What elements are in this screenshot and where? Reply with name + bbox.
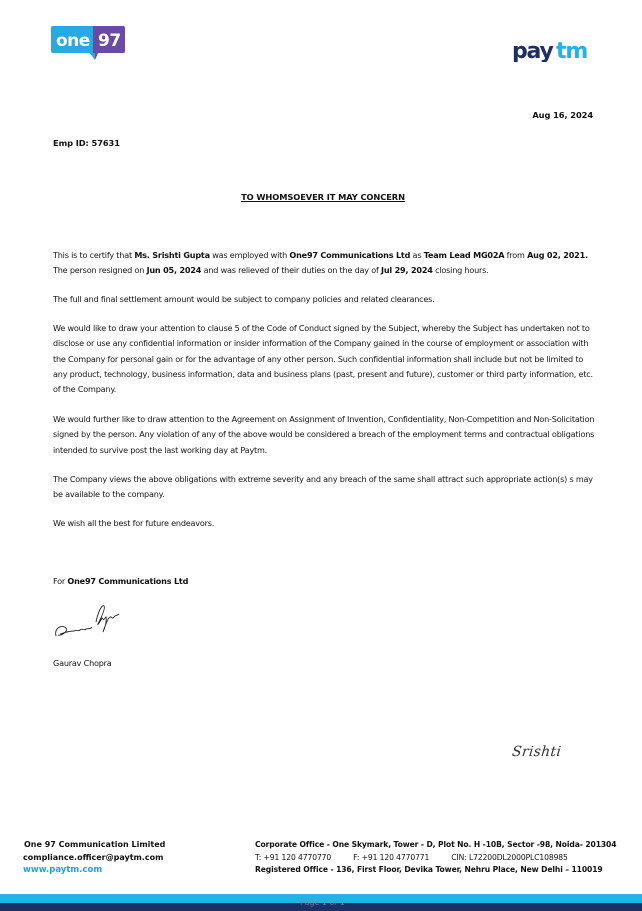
footer-fax: F: +91 120 4770771 (353, 852, 430, 862)
relieving-date: Jul 29, 2024 (381, 265, 433, 276)
paytm-logo-icon (512, 38, 588, 62)
designation: Team Lead MG02A (423, 250, 505, 260)
signatory-name: Gaurav Chopra (53, 658, 112, 668)
footer-company-info (23, 839, 165, 877)
page-indicator: Page 1 of 1 (300, 898, 345, 907)
agreement-paragraph: We would further like to draw attention to the Agreement on Assignment of Invention, Confidentiality, Non-Competition and Non-Solicitation signed by the person. Any violation of any of the above would be considered a breach of the employment terms and contractual obligations intended to survive post the last working day at Paytm. (53, 414, 595, 455)
svg-text:one: one (56, 31, 90, 51)
employee-signature: Srishti (511, 744, 563, 760)
closing-line: For One97 Communications Ltd (53, 576, 189, 586)
one97-logo-icon (51, 26, 125, 61)
signatory-signature-icon (52, 598, 122, 642)
footer-address-info (255, 839, 616, 877)
svg-text:pay: pay (512, 39, 553, 62)
employee-id: Emp ID: 57631 (53, 138, 120, 148)
footer-website-link[interactable]: www.paytm.com (23, 865, 103, 875)
footer-registered-office: Registered Office - 136, First Floor, Devika Tower, Nehru Place, New Delhi – 110019 (255, 865, 603, 874)
footer-contact (255, 852, 616, 865)
footer-cin: CIN: L72200DL2000PLC108985 (451, 852, 568, 862)
obligations-paragraph: The Company views the above obligations with extreme severity and any breach of the same shall attract such appropriate action(s) s may be available to the company. (53, 474, 593, 500)
svg-text:97: 97 (98, 31, 121, 51)
certification-paragraph: This is to certify that Ms. Srishti Gupta was employed with One97 Communications Ltd as Team Lead MG02A from Aug 02, 2021. The person resigned on Jun 05, 2024 and was relieved of their duties on the day of Jul 29, 2024 closing hours. (53, 250, 588, 276)
footer-corporate-office: Corporate Office - One Skymark, Tower - D, Plot No. H -10B, Sector -98, Noida- 201304 (255, 840, 617, 849)
joining-date: Aug 02, 2021. (527, 250, 588, 260)
letter-title: TO WHOMSOEVER IT MAY CONCERN (241, 192, 405, 202)
svg-text:tm: tm (556, 39, 588, 62)
footer-email[interactable]: compliance.officer@paytm.com (23, 852, 164, 862)
resignation-date: Jun 05, 2024 (146, 265, 202, 276)
company-name: One97 Communications Ltd (289, 250, 411, 260)
letter-date: Aug 16, 2024 (532, 110, 593, 120)
settlement-paragraph: The full and final settlement amount would be subject to company policies and related clearances. (53, 294, 435, 304)
employee-name: Ms. Srishti Gupta (134, 250, 210, 260)
wishes-paragraph: We wish all the best for future endeavors. (53, 518, 215, 528)
footer-phone: T: +91 120 4770770 (255, 852, 332, 862)
confidentiality-paragraph: We would like to draw your attention to clause 5 of the Code of Conduct signed by the Subject, whereby the Subject has undertaken not to disclose or use any confidential information or insider information of the Company gained in the course of employment or association with the Company for personal gain or for the advantage of any other person. Such confidential information shall include but not be limited to any product, technology, business information, data and business plans (past, present and future), customer or third party information, etc. of the Company. (53, 323, 593, 395)
footer-company-name: One 97 Communication Limited (24, 840, 166, 849)
